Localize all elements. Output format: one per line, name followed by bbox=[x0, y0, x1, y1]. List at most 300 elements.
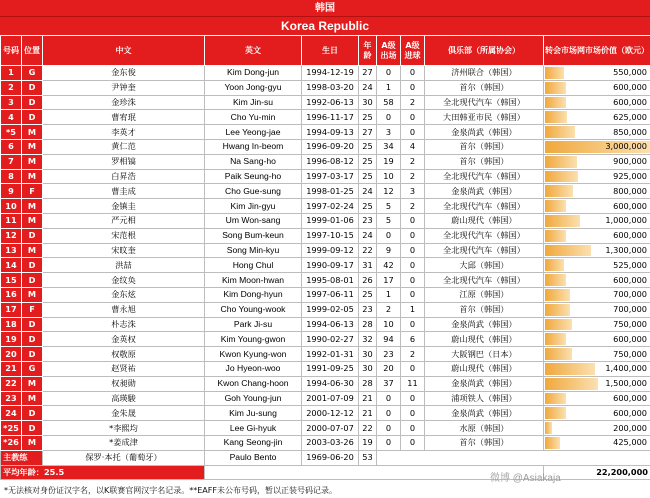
player-club: 金泉尚武（韩国） bbox=[425, 125, 544, 140]
table-row bbox=[1, 317, 650, 332]
player-chinese-name: 权敬原 bbox=[43, 347, 205, 362]
player-chinese-name: 洪喆 bbox=[43, 258, 205, 273]
player-english-name: Kim Jin-su bbox=[205, 95, 302, 110]
player-number: 20 bbox=[1, 347, 22, 362]
player-chinese-name: 金东炫 bbox=[43, 287, 205, 302]
player-chinese-name: 尹钟奎 bbox=[43, 80, 205, 95]
player-chinese-name: 白昇浩 bbox=[43, 169, 205, 184]
squad-table bbox=[0, 35, 650, 480]
player-caps: 19 bbox=[377, 154, 401, 169]
player-goals: 0 bbox=[401, 110, 425, 125]
table-row bbox=[1, 95, 650, 110]
player-position: M bbox=[22, 243, 43, 258]
player-position: D bbox=[22, 406, 43, 421]
player-caps: 23 bbox=[377, 347, 401, 362]
player-number: 10 bbox=[1, 199, 22, 214]
player-market-value bbox=[544, 332, 650, 347]
table-row bbox=[1, 199, 650, 214]
market-value-bar bbox=[545, 67, 564, 79]
player-birthday: 1998-01-25 bbox=[302, 184, 359, 199]
player-english-name: Paik Seung-ho bbox=[205, 169, 302, 184]
player-caps: 42 bbox=[377, 258, 401, 273]
player-birthday: 1991-09-25 bbox=[302, 361, 359, 376]
player-age: 22 bbox=[359, 421, 377, 436]
player-position: D bbox=[22, 317, 43, 332]
player-english-name: Na Sang-ho bbox=[205, 154, 302, 169]
player-market-value bbox=[544, 302, 650, 317]
player-number: *5 bbox=[1, 125, 22, 140]
player-age: 23 bbox=[359, 213, 377, 228]
player-club: 济州联合（韩国） bbox=[425, 66, 544, 81]
player-club: 全北现代汽车（韩国） bbox=[425, 243, 544, 258]
player-market-value bbox=[544, 169, 650, 184]
table-row bbox=[1, 273, 650, 288]
market-value-text: 600,000 bbox=[613, 407, 647, 418]
market-value-bar bbox=[545, 348, 572, 360]
table-row bbox=[1, 169, 650, 184]
market-value-bar bbox=[545, 259, 564, 271]
player-market-value bbox=[544, 154, 650, 169]
market-value-bar bbox=[545, 97, 566, 109]
player-number: 22 bbox=[1, 376, 22, 391]
market-value-text: 3,000,000 bbox=[605, 141, 647, 152]
average-age-label: 平均年龄： bbox=[3, 466, 44, 477]
player-chinese-name: 宋范根 bbox=[43, 228, 205, 243]
player-club: 首尔（韩国） bbox=[425, 154, 544, 169]
table-header bbox=[1, 36, 650, 66]
player-position: D bbox=[22, 332, 43, 347]
player-number: 17 bbox=[1, 302, 22, 317]
player-position: D bbox=[22, 110, 43, 125]
player-caps: 0 bbox=[377, 391, 401, 406]
player-position: D bbox=[22, 95, 43, 110]
player-english-name: Hwang In-beom bbox=[205, 139, 302, 154]
player-birthday: 1992-01-31 bbox=[302, 347, 359, 362]
player-goals: 0 bbox=[401, 273, 425, 288]
player-birthday: 1994-06-13 bbox=[302, 317, 359, 332]
player-age: 21 bbox=[359, 406, 377, 421]
player-caps: 3 bbox=[377, 125, 401, 140]
player-chinese-name: 曹永旭 bbox=[43, 302, 205, 317]
player-caps: 58 bbox=[377, 95, 401, 110]
player-club: 大田韩亚市民（韩国） bbox=[425, 110, 544, 125]
player-chinese-name: 金纹奂 bbox=[43, 273, 205, 288]
player-caps: 0 bbox=[377, 66, 401, 81]
player-english-name: Kwon Chang-hoon bbox=[205, 376, 302, 391]
market-value-text: 1,400,000 bbox=[605, 363, 647, 374]
player-goals: 0 bbox=[401, 435, 425, 450]
player-chinese-name: 金东俊 bbox=[43, 66, 205, 81]
player-english-name: Kim Moon-hwan bbox=[205, 273, 302, 288]
market-value-text: 700,000 bbox=[613, 304, 647, 315]
player-caps: 10 bbox=[377, 317, 401, 332]
player-club: 金泉尚武（韩国） bbox=[425, 184, 544, 199]
player-goals: 0 bbox=[401, 243, 425, 258]
table-row bbox=[1, 154, 650, 169]
player-club: 浦项铁人（韩国） bbox=[425, 391, 544, 406]
market-value-text: 600,000 bbox=[613, 200, 647, 211]
player-club: 蔚山现代（韩国） bbox=[425, 213, 544, 228]
player-market-value bbox=[544, 421, 650, 436]
player-english-name: Song Min-kyu bbox=[205, 243, 302, 258]
player-caps: 0 bbox=[377, 421, 401, 436]
player-club: 全北现代汽车（韩国） bbox=[425, 273, 544, 288]
player-club: 首尔（韩国） bbox=[425, 435, 544, 450]
market-value-bar bbox=[545, 304, 570, 316]
player-birthday: 1997-02-24 bbox=[302, 199, 359, 214]
player-position: M bbox=[22, 287, 43, 302]
player-chinese-name: 宋旼奎 bbox=[43, 243, 205, 258]
coach-chinese-name: 保罗·本托（葡萄牙） bbox=[43, 450, 205, 465]
player-number: 14 bbox=[1, 258, 22, 273]
player-market-value bbox=[544, 80, 650, 95]
player-english-name: Park Ji-su bbox=[205, 317, 302, 332]
coach-age: 53 bbox=[359, 450, 377, 465]
header-english-name: 英文 bbox=[205, 36, 302, 66]
market-value-bar bbox=[545, 378, 598, 390]
player-goals: 1 bbox=[401, 302, 425, 317]
player-club: 全北现代汽车（韩国） bbox=[425, 199, 544, 214]
player-number: 23 bbox=[1, 391, 22, 406]
player-birthday: 1990-09-17 bbox=[302, 258, 359, 273]
player-caps: 0 bbox=[377, 110, 401, 125]
player-market-value bbox=[544, 228, 650, 243]
player-age: 31 bbox=[359, 258, 377, 273]
player-goals: 2 bbox=[401, 347, 425, 362]
player-birthday: 1999-02-05 bbox=[302, 302, 359, 317]
player-number: 4 bbox=[1, 110, 22, 125]
player-position: M bbox=[22, 199, 43, 214]
player-number: 15 bbox=[1, 273, 22, 288]
player-goals: 0 bbox=[401, 287, 425, 302]
player-market-value bbox=[544, 139, 650, 154]
player-caps: 1 bbox=[377, 287, 401, 302]
market-value-text: 625,000 bbox=[613, 111, 647, 122]
player-birthday: 1995-08-01 bbox=[302, 273, 359, 288]
player-position: M bbox=[22, 376, 43, 391]
player-goals: 0 bbox=[401, 361, 425, 376]
market-value-text: 700,000 bbox=[613, 289, 647, 300]
player-birthday: 1999-01-06 bbox=[302, 213, 359, 228]
player-age: 32 bbox=[359, 332, 377, 347]
player-number: 3 bbox=[1, 95, 22, 110]
player-chinese-name: 罗相镐 bbox=[43, 154, 205, 169]
player-goals: 0 bbox=[401, 258, 425, 273]
player-caps: 20 bbox=[377, 361, 401, 376]
player-market-value bbox=[544, 243, 650, 258]
player-age: 25 bbox=[359, 287, 377, 302]
player-market-value bbox=[544, 376, 650, 391]
market-value-text: 600,000 bbox=[613, 333, 647, 344]
market-value-text: 425,000 bbox=[613, 437, 647, 448]
player-number: 21 bbox=[1, 361, 22, 376]
table-row bbox=[1, 406, 650, 421]
player-english-name: Kwon Kyung-won bbox=[205, 347, 302, 362]
table-row bbox=[1, 213, 650, 228]
player-english-name: Cho Gue-sung bbox=[205, 184, 302, 199]
market-value-text: 850,000 bbox=[613, 126, 647, 137]
player-goals: 0 bbox=[401, 391, 425, 406]
player-market-value bbox=[544, 347, 650, 362]
market-value-text: 1,500,000 bbox=[605, 378, 647, 389]
player-goals: 0 bbox=[401, 228, 425, 243]
player-position: G bbox=[22, 361, 43, 376]
header-club: 俱乐部（所属协会） bbox=[425, 36, 544, 66]
player-caps: 17 bbox=[377, 273, 401, 288]
player-english-name: Cho Young-wook bbox=[205, 302, 302, 317]
player-english-name: Song Bum-keun bbox=[205, 228, 302, 243]
player-chinese-name: *姜成津 bbox=[43, 435, 205, 450]
player-chinese-name: 高瑛駿 bbox=[43, 391, 205, 406]
player-number: 24 bbox=[1, 406, 22, 421]
player-position: F bbox=[22, 184, 43, 199]
player-chinese-name: 黄仁范 bbox=[43, 139, 205, 154]
player-chinese-name: 金镇圭 bbox=[43, 199, 205, 214]
player-birthday: 2001-07-09 bbox=[302, 391, 359, 406]
player-club: 首尔（韩国） bbox=[425, 80, 544, 95]
player-club: 大邱（韩国） bbox=[425, 258, 544, 273]
player-position: D bbox=[22, 273, 43, 288]
market-value-text: 525,000 bbox=[613, 259, 647, 270]
market-value-bar bbox=[545, 333, 566, 345]
player-caps: 10 bbox=[377, 169, 401, 184]
market-value-bar bbox=[545, 422, 552, 434]
table-row bbox=[1, 421, 650, 436]
player-goals: 0 bbox=[401, 66, 425, 81]
market-value-bar bbox=[545, 185, 573, 197]
player-chinese-name: 严元相 bbox=[43, 213, 205, 228]
player-goals: 6 bbox=[401, 332, 425, 347]
table-row bbox=[1, 258, 650, 273]
player-market-value bbox=[544, 110, 650, 125]
table-row bbox=[1, 302, 650, 317]
header-age: 年龄 bbox=[359, 36, 377, 66]
player-age: 28 bbox=[359, 376, 377, 391]
player-chinese-name: 金珍洙 bbox=[43, 95, 205, 110]
player-age: 19 bbox=[359, 435, 377, 450]
player-position: M bbox=[22, 169, 43, 184]
player-club: 全北现代汽车（韩国） bbox=[425, 95, 544, 110]
header-chinese-name: 中文 bbox=[43, 36, 205, 66]
table-row bbox=[1, 66, 650, 81]
player-club: 全北现代汽车（韩国） bbox=[425, 228, 544, 243]
player-age: 24 bbox=[359, 228, 377, 243]
player-number: 16 bbox=[1, 287, 22, 302]
player-chinese-name: 金朱晟 bbox=[43, 406, 205, 421]
player-english-name: Kang Seong-jin bbox=[205, 435, 302, 450]
average-age-value: 25.5 bbox=[43, 466, 65, 477]
player-caps: 5 bbox=[377, 213, 401, 228]
player-age: 25 bbox=[359, 139, 377, 154]
market-value-bar bbox=[545, 82, 566, 94]
player-english-name: Kim Young-gwon bbox=[205, 332, 302, 347]
market-value-bar bbox=[545, 215, 580, 227]
player-age: 24 bbox=[359, 80, 377, 95]
header-goals: A级进球 bbox=[401, 36, 425, 66]
average-age bbox=[1, 465, 205, 480]
player-market-value bbox=[544, 66, 650, 81]
player-number: *25 bbox=[1, 421, 22, 436]
player-birthday: 2000-07-07 bbox=[302, 421, 359, 436]
player-age: 30 bbox=[359, 361, 377, 376]
player-english-name: Lee Yeong-jae bbox=[205, 125, 302, 140]
player-age: 23 bbox=[359, 302, 377, 317]
player-position: M bbox=[22, 435, 43, 450]
player-english-name: Goh Young-jun bbox=[205, 391, 302, 406]
player-position: F bbox=[22, 302, 43, 317]
market-value-bar bbox=[545, 319, 572, 331]
player-market-value bbox=[544, 287, 650, 302]
player-caps: 1 bbox=[377, 80, 401, 95]
player-english-name: Kim Dong-jun bbox=[205, 66, 302, 81]
player-age: 30 bbox=[359, 95, 377, 110]
player-birthday: 1997-03-17 bbox=[302, 169, 359, 184]
market-value-text: 600,000 bbox=[613, 96, 647, 107]
coach-blank bbox=[377, 450, 650, 465]
player-age: 21 bbox=[359, 391, 377, 406]
table-row bbox=[1, 332, 650, 347]
player-goals: 2 bbox=[401, 199, 425, 214]
player-position: M bbox=[22, 391, 43, 406]
player-club: 金泉尚武（韩国） bbox=[425, 317, 544, 332]
player-goals: 0 bbox=[401, 406, 425, 421]
player-caps: 34 bbox=[377, 139, 401, 154]
player-goals: 0 bbox=[401, 80, 425, 95]
player-age: 22 bbox=[359, 243, 377, 258]
player-goals: 0 bbox=[401, 125, 425, 140]
player-club: 蔚山现代（韩国） bbox=[425, 361, 544, 376]
player-age: 26 bbox=[359, 273, 377, 288]
player-birthday: 2000-12-12 bbox=[302, 406, 359, 421]
market-value-bar bbox=[545, 407, 566, 419]
player-caps: 0 bbox=[377, 406, 401, 421]
market-value-text: 600,000 bbox=[613, 82, 647, 93]
header-position: 位置 bbox=[22, 36, 43, 66]
market-value-text: 600,000 bbox=[613, 274, 647, 285]
player-goals: 0 bbox=[401, 421, 425, 436]
player-english-name: Um Won-sang bbox=[205, 213, 302, 228]
player-market-value bbox=[544, 125, 650, 140]
player-number: 19 bbox=[1, 332, 22, 347]
player-birthday: 1994-09-13 bbox=[302, 125, 359, 140]
player-age: 28 bbox=[359, 317, 377, 332]
market-value-text: 200,000 bbox=[613, 422, 647, 433]
player-number: 7 bbox=[1, 154, 22, 169]
player-market-value bbox=[544, 258, 650, 273]
player-club: 蔚山现代（韩国） bbox=[425, 332, 544, 347]
player-age: 25 bbox=[359, 110, 377, 125]
player-club: 大阪钢巴（日本） bbox=[425, 347, 544, 362]
footnote: *无法核对身份证汉字名，以K联赛官网汉字名记录。**EAFF未公布号码，暂以正装号码记录。 bbox=[4, 486, 337, 495]
player-caps: 2 bbox=[377, 302, 401, 317]
player-english-name: Cho Yu-min bbox=[205, 110, 302, 125]
table-row bbox=[1, 125, 650, 140]
player-caps: 0 bbox=[377, 435, 401, 450]
player-market-value bbox=[544, 317, 650, 332]
market-value-bar bbox=[545, 393, 566, 405]
player-position: M bbox=[22, 154, 43, 169]
player-caps: 0 bbox=[377, 228, 401, 243]
player-birthday: 2003-03-26 bbox=[302, 435, 359, 450]
player-english-name: Jo Hyeon-woo bbox=[205, 361, 302, 376]
player-market-value bbox=[544, 391, 650, 406]
table-row bbox=[1, 391, 650, 406]
player-number: 18 bbox=[1, 317, 22, 332]
table-row bbox=[1, 80, 650, 95]
player-goals: 2 bbox=[401, 95, 425, 110]
player-birthday: 1998-03-20 bbox=[302, 80, 359, 95]
player-chinese-name: 朴志洙 bbox=[43, 317, 205, 332]
table-row bbox=[1, 243, 650, 258]
player-caps: 94 bbox=[377, 332, 401, 347]
market-value-text: 750,000 bbox=[613, 348, 647, 359]
player-number: 13 bbox=[1, 243, 22, 258]
player-chinese-name: 曹宥珉 bbox=[43, 110, 205, 125]
player-club: 金泉尚武（韩国） bbox=[425, 406, 544, 421]
player-number: 2 bbox=[1, 80, 22, 95]
player-number: 1 bbox=[1, 66, 22, 81]
player-english-name: Hong Chul bbox=[205, 258, 302, 273]
player-chinese-name: 曹圭成 bbox=[43, 184, 205, 199]
player-birthday: 1999-09-12 bbox=[302, 243, 359, 258]
player-age: 25 bbox=[359, 199, 377, 214]
market-value-bar bbox=[545, 437, 560, 449]
player-number: 8 bbox=[1, 169, 22, 184]
market-value-bar bbox=[545, 111, 567, 123]
player-market-value bbox=[544, 213, 650, 228]
player-number: 12 bbox=[1, 228, 22, 243]
table-row bbox=[1, 347, 650, 362]
player-market-value bbox=[544, 184, 650, 199]
player-market-value bbox=[544, 273, 650, 288]
player-number: 9 bbox=[1, 184, 22, 199]
header-birthday: 生日 bbox=[302, 36, 359, 66]
title-english: Korea Republic bbox=[0, 17, 650, 35]
player-chinese-name: *李熙均 bbox=[43, 421, 205, 436]
market-value-bar bbox=[545, 156, 577, 168]
player-goals: 4 bbox=[401, 139, 425, 154]
player-english-name: Lee Gi-hyuk bbox=[205, 421, 302, 436]
player-caps: 37 bbox=[377, 376, 401, 391]
player-market-value bbox=[544, 406, 650, 421]
table-row bbox=[1, 435, 650, 450]
player-birthday: 1994-12-19 bbox=[302, 66, 359, 81]
player-position: G bbox=[22, 66, 43, 81]
player-chinese-name: 权昶勋 bbox=[43, 376, 205, 391]
player-english-name: Yoon Jong-gyu bbox=[205, 80, 302, 95]
table-row bbox=[1, 361, 650, 376]
player-position: D bbox=[22, 258, 43, 273]
table-row bbox=[1, 110, 650, 125]
market-value-text: 1,300,000 bbox=[605, 244, 647, 255]
player-caps: 5 bbox=[377, 199, 401, 214]
market-value-text: 750,000 bbox=[613, 318, 647, 329]
player-position: D bbox=[22, 80, 43, 95]
market-value-bar bbox=[545, 230, 566, 242]
player-caps: 12 bbox=[377, 184, 401, 199]
player-position: D bbox=[22, 228, 43, 243]
player-birthday: 1996-11-17 bbox=[302, 110, 359, 125]
player-market-value bbox=[544, 361, 650, 376]
market-value-bar bbox=[545, 363, 595, 375]
player-club: 首尔（韩国） bbox=[425, 302, 544, 317]
coach-english-name: Paulo Bento bbox=[205, 450, 302, 465]
watermark: 微博 @Asiakaja bbox=[490, 473, 561, 484]
coach-birthday: 1969-06-20 bbox=[302, 450, 359, 465]
player-age: 25 bbox=[359, 154, 377, 169]
market-value-bar bbox=[545, 126, 575, 138]
player-birthday: 1997-06-11 bbox=[302, 287, 359, 302]
